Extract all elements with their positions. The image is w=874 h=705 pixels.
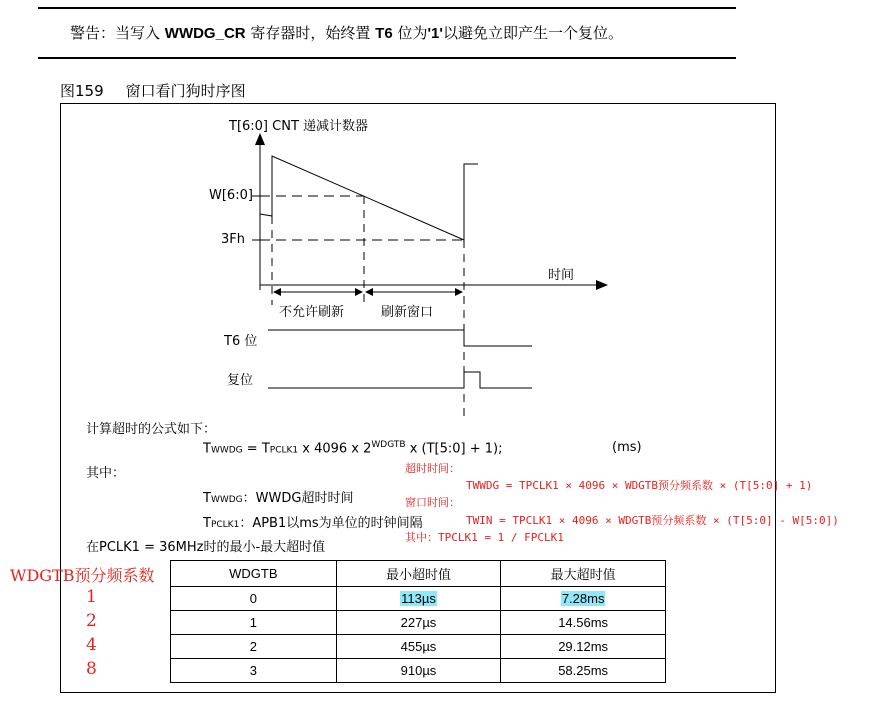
cell-max: 58.25ms: [501, 659, 666, 683]
cell-wdgtb: 3: [171, 659, 337, 683]
y-axis-label: T[6:0] CNT 递减计数器: [229, 119, 369, 134]
def-twwdg: TWWDG：WWDG超时时间: [203, 491, 354, 506]
timeout-table: [170, 560, 666, 683]
prescaler-4: 4: [86, 635, 97, 655]
cell-max: [501, 587, 666, 611]
table-row: [171, 659, 666, 683]
cell-max: 29.12ms: [501, 635, 666, 659]
figure-number: 图159: [60, 82, 104, 100]
table-row: [171, 587, 666, 611]
w-label: W[6:0]: [209, 188, 253, 203]
header-min: 最小超时值: [336, 561, 501, 587]
warning-bit: T6: [375, 25, 393, 42]
no-refresh-right-arrow-icon: [355, 288, 363, 296]
window-formula: TWIN = TPCLK1 × 4096 × WDGTB预分频系数 × (T[5:0] - W[5:0]): [466, 514, 839, 527]
highlighted-max: 7.28ms: [561, 591, 605, 606]
refresh-window-right-arrow-icon: [455, 288, 463, 296]
prescaler-1: 1: [86, 587, 97, 607]
header-max: 最大超时值: [501, 561, 666, 587]
warning-middle: 寄存器时，始终置: [245, 24, 376, 42]
table-row: [171, 635, 666, 659]
formula-intro: 计算超时的公式如下：: [86, 422, 217, 437]
pclk-note: 在PCLK1 = 36MHz时的最小-最大超时值: [86, 540, 326, 555]
formula-line: TWWDG = TPCLK1 x 4096 x $2^{WDGTB}$ x (T[5:0] + 1);: [203, 440, 503, 457]
prescaler-8: 8: [86, 659, 97, 679]
prescaler-2: 2: [86, 611, 97, 631]
x-axis-arrow-icon: [596, 280, 608, 290]
refresh-window-label: 刷新窗口: [381, 305, 434, 320]
def-tpclk1: TPCLK1：APB1以ms为单位的时钟间隔: [203, 516, 423, 531]
cell-max: 14.56ms: [501, 611, 666, 635]
warning-suffix: 以避免立即产生一个复位。: [442, 24, 623, 42]
no-refresh-left-arrow-icon: [273, 288, 281, 296]
where-formula: 其中：TPCLK1 = 1 / FPCLK1: [405, 531, 564, 544]
warning-prefix: 警告：当写入: [70, 24, 165, 42]
timeout-title: 超时时间：: [405, 462, 460, 475]
cell-wdgtb: 1: [171, 611, 337, 635]
t6-waveform: [268, 330, 532, 346]
header-wdgtb: WDGTB: [171, 561, 337, 587]
t6-label: T6 位: [224, 334, 258, 349]
warning-middle2: 位为: [392, 24, 428, 42]
no-refresh-label: 不允许刷新: [279, 305, 345, 320]
y-axis-arrow-icon: [255, 133, 265, 145]
table-header-row: [171, 561, 666, 587]
highlighted-min: 113µs: [401, 591, 436, 606]
timeout-formula: TWWDG = TPCLK1 × 4096 × WDGTB预分频系数 × (T[5:0] + 1): [466, 479, 813, 492]
window-title: 窗口时间：: [405, 496, 460, 509]
cell-min: 455µs: [336, 635, 501, 659]
time-label: 时间: [548, 268, 575, 283]
cell-wdgtb: 2: [171, 635, 337, 659]
cell-min: 910µs: [336, 659, 501, 683]
formula-where: 其中：: [86, 466, 126, 481]
reset-waveform: [268, 372, 532, 388]
cell-wdgtb: 0: [171, 587, 337, 611]
prescaler-title: WDGTB预分频系数: [10, 566, 155, 585]
formula-unit: (ms): [612, 440, 642, 455]
warning-register: WWDG_CR: [164, 25, 246, 42]
counter-waveform: [260, 156, 478, 240]
warning-value: '1': [427, 25, 443, 42]
3fh-label: 3Fh: [221, 232, 245, 247]
figure-title: 窗口看门狗时序图: [125, 82, 246, 100]
cell-min: [336, 587, 501, 611]
refresh-window-left-arrow-icon: [365, 288, 373, 296]
cell-min: 227µs: [336, 611, 501, 635]
table-row: [171, 611, 666, 635]
reset-label: 复位: [227, 373, 254, 388]
